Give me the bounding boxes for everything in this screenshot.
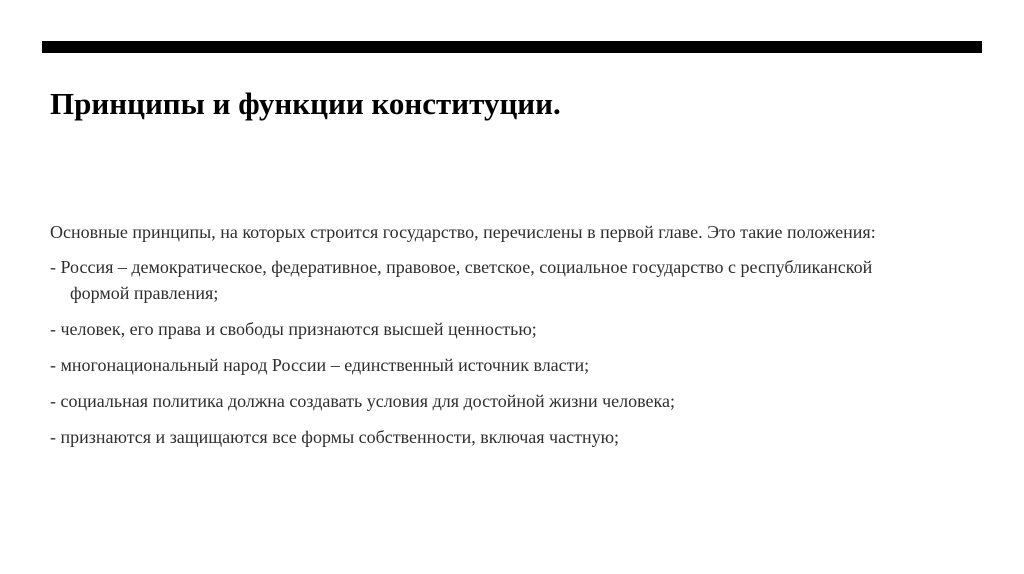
list-item: - многонациональный народ России – единственный источник власти; <box>50 355 590 375</box>
list-item-line: формой правления; <box>70 283 219 303</box>
list-item <box>50 254 950 306</box>
slide-body <box>50 219 950 460</box>
list-item: - социальная политика должна создавать условия для достойной жизни человека; <box>50 391 675 411</box>
top-divider-bar <box>42 41 982 53</box>
list-item-line: - Россия – демократическое, федеративное, правовое, светское, социальное государство с республиканской <box>50 257 873 277</box>
list-item: - признаются и защищаются все формы собственности, включая частную; <box>50 427 620 447</box>
slide-title: Принципы и функции конституции. <box>50 86 561 121</box>
intro-paragraph: Основные принципы, на которых строится государство, перечислены в первой главе. Это такие положения: <box>50 222 876 242</box>
list-item: - человек, его права и свободы признаются высшей ценностью; <box>50 319 537 339</box>
